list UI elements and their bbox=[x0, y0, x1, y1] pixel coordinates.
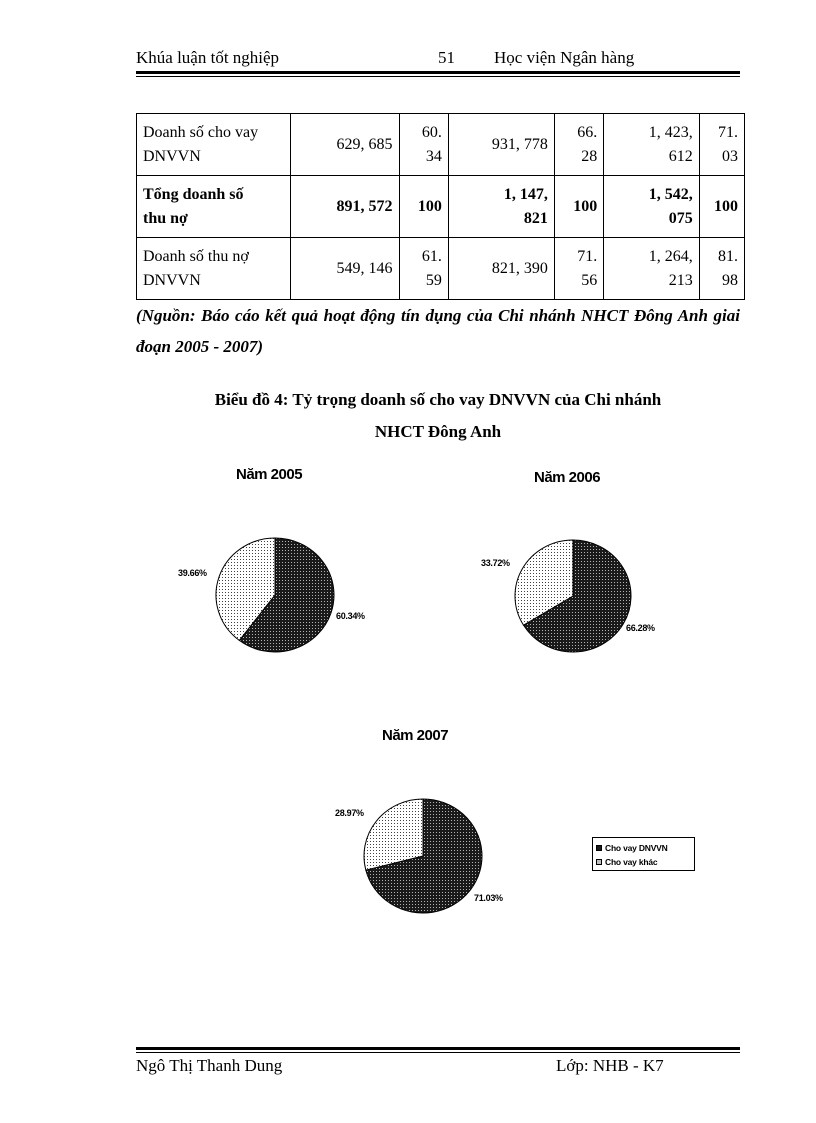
footer-rule-thin bbox=[136, 1052, 740, 1053]
pie-2006-other-label: 33.72% bbox=[481, 558, 510, 568]
table-cell: 891, 572 bbox=[291, 176, 399, 238]
pie-2007-other-label: 28.97% bbox=[335, 808, 364, 818]
loan-statistics-table bbox=[136, 113, 745, 300]
source-note: (Nguồn: Báo cáo kết quả hoạt động tín dụng của Chi nhánh NHCT Đông Anh giai đoạn 2005 - 2007) bbox=[136, 306, 740, 356]
table-row bbox=[137, 238, 745, 300]
pie-chart-2006 bbox=[514, 539, 632, 653]
table-cell: 71. 03 bbox=[699, 114, 744, 176]
footer-rule-thick bbox=[136, 1047, 740, 1050]
row-label: Doanh số thu nợ DNVVN bbox=[137, 238, 291, 300]
table-row bbox=[137, 114, 745, 176]
table-cell: 1, 423, 612 bbox=[604, 114, 700, 176]
row-label: Tổng doanh số thu nợ bbox=[137, 176, 291, 238]
table-cell: 81. 98 bbox=[699, 238, 744, 300]
legend-swatch-dark bbox=[596, 845, 602, 851]
pie-2006-dnvvn-label: 66.28% bbox=[626, 623, 655, 633]
pie-2005-dnvvn-label: 60.34% bbox=[336, 611, 365, 621]
header-page-number: 51 bbox=[438, 48, 455, 67]
table-row bbox=[137, 176, 745, 238]
legend-item-dnvvn bbox=[596, 841, 691, 855]
header-institution: Học viện Ngân hàng bbox=[494, 48, 635, 67]
page-header bbox=[136, 48, 740, 70]
header-thesis-label: Khúa luận tốt nghiệp bbox=[136, 48, 280, 67]
footer-author: Ngô Thị Thanh Dung bbox=[136, 1056, 283, 1075]
table-cell: 931, 778 bbox=[448, 114, 554, 176]
chart-title-line1: Biểu đồ 4: Tỷ trọng doanh số cho vay DNVVN của Chi nhánh bbox=[214, 390, 662, 409]
pie-2005-other-label: 39.66% bbox=[178, 568, 207, 578]
table-cell: 1, 264, 213 bbox=[604, 238, 700, 300]
pie-2005-title: Năm 2005 bbox=[236, 466, 303, 483]
pie-2007-title: Năm 2007 bbox=[382, 727, 449, 744]
table-cell: 66. 28 bbox=[554, 114, 603, 176]
chart-legend bbox=[592, 837, 695, 871]
table-cell: 60. 34 bbox=[399, 114, 448, 176]
table-cell: 821, 390 bbox=[448, 238, 554, 300]
pie-2007-dnvvn-label: 71.03% bbox=[474, 893, 503, 903]
chart-title-line2: NHCT Đông Anh bbox=[374, 422, 502, 441]
table-cell: 100 bbox=[699, 176, 744, 238]
table-cell: 629, 685 bbox=[291, 114, 399, 176]
table-cell: 71. 56 bbox=[554, 238, 603, 300]
header-rule-thick bbox=[136, 71, 740, 74]
footer-class: Lớp: NHB - K7 bbox=[556, 1056, 664, 1075]
table-cell: 1, 542, 075 bbox=[604, 176, 700, 238]
table-cell: 100 bbox=[554, 176, 603, 238]
table-cell: 61. 59 bbox=[399, 238, 448, 300]
header-rule-thin bbox=[136, 76, 740, 77]
legend-item-other bbox=[596, 855, 691, 869]
row-label: Doanh số cho vay DNVVN bbox=[137, 114, 291, 176]
pie-2006-title: Năm 2006 bbox=[534, 469, 601, 486]
pie-chart-2005 bbox=[215, 537, 335, 653]
legend-swatch-light bbox=[596, 859, 602, 865]
legend-label-other: Cho vay khác bbox=[605, 857, 658, 867]
legend-label-dnvvn: Cho vay DNVVN bbox=[605, 843, 668, 853]
table-cell: 100 bbox=[399, 176, 448, 238]
table-cell: 1, 147, 821 bbox=[448, 176, 554, 238]
pie-chart-2007 bbox=[363, 798, 483, 914]
table-cell: 549, 146 bbox=[291, 238, 399, 300]
